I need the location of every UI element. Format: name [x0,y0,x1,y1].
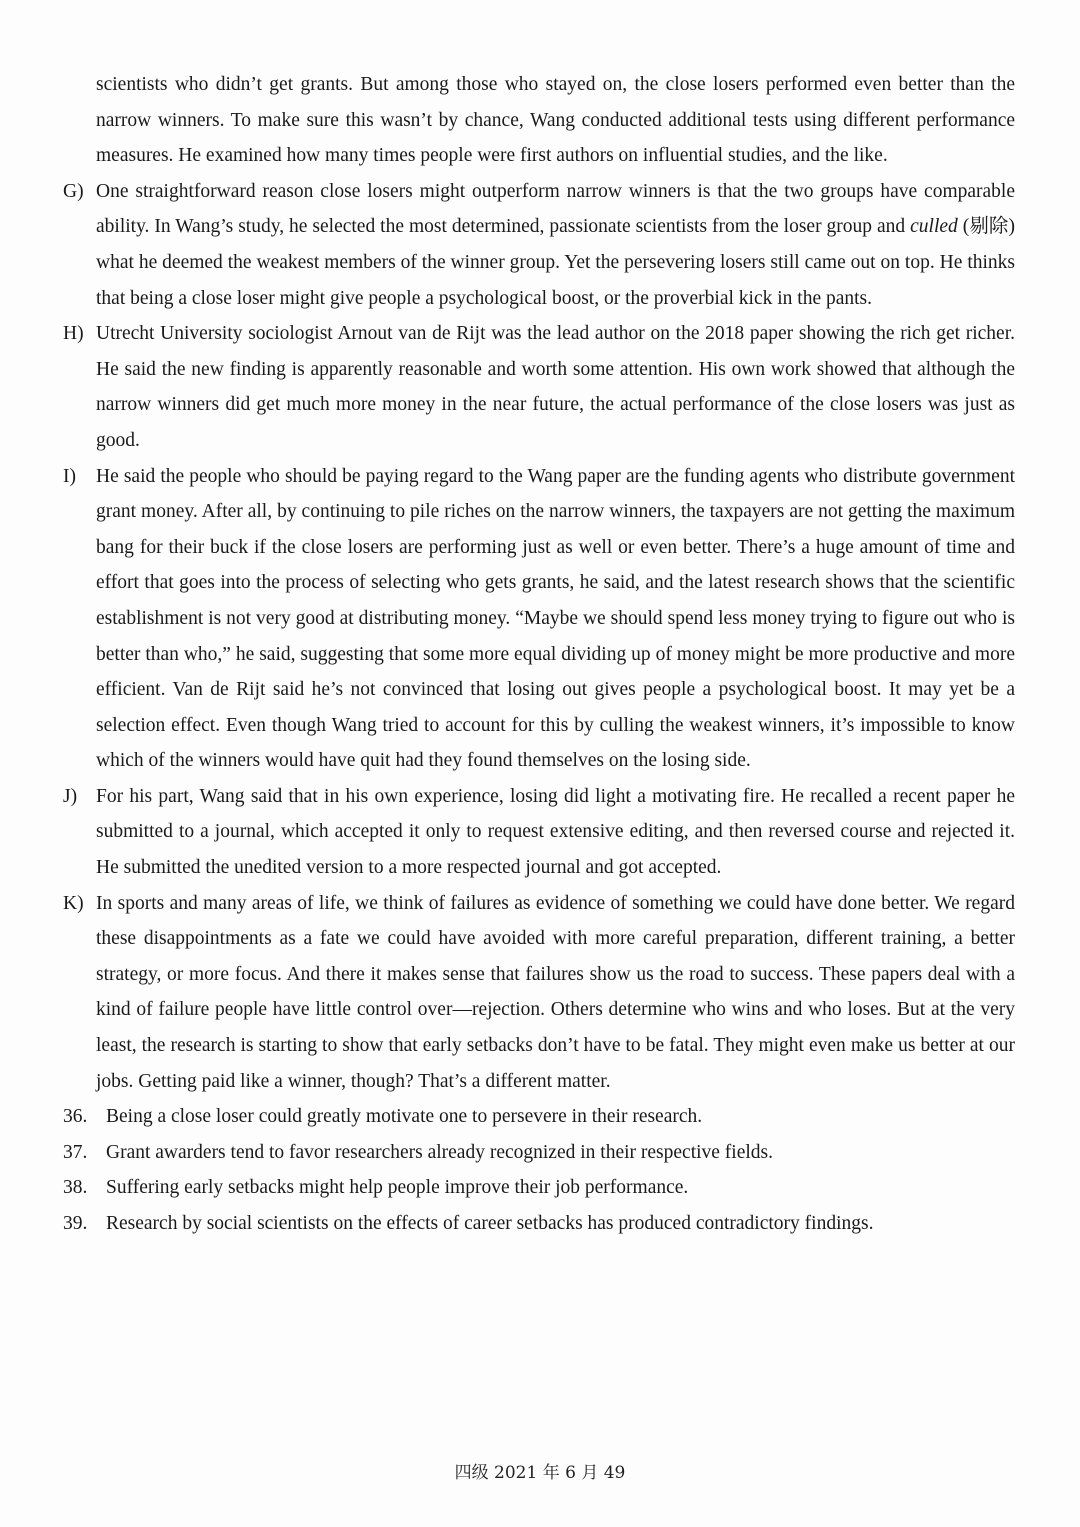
reading-passage [63,67,1015,1242]
paragraph-letter: H) [63,323,84,345]
paragraph-g [63,174,1015,316]
paragraph-i [63,459,1015,779]
question-text: Suffering early setbacks might help people improve their job performance. [106,1177,689,1199]
paragraph-k [63,886,1015,1100]
paragraph-letter: J) [63,785,78,807]
paragraph-letter: I) [63,465,76,487]
paragraph-text: what he deemed the weakest members of the winner group. Yet the persevering losers still came out on top. He thinks that being a close loser might give people a psychological boost, or the proverbial kick in the pants. [96,251,1015,309]
question-item [63,1099,1015,1135]
question-number: 38. [63,1177,88,1199]
paragraph-letter: G) [63,180,84,202]
page-footer: 四级 2021 年 6 月 49 [454,1463,626,1483]
question-text: Being a close loser could greatly motivate one to persevere in their research. [106,1106,703,1128]
paragraph-f-continuation: scientists who didn’t get grants. But among those who stayed on, the close losers performed even better than the narrow winners. To make sure this wasn’t by chance, Wang conducted additional tests using different performance measures. He examined how many times people were first authors on influential studies, and the like. [96,74,1015,167]
paragraph-j [63,779,1015,886]
paragraph-text: For his part, Wang said that in his own experience, losing did light a motivating fire. He recalled a recent paper he submitted to a journal, which accepted it only to request extensive editing, and then reversed course and rejected it. He submitted the unedited version to a more respected journal and got accepted. [96,785,1015,879]
paragraph-text: Utrecht University sociologist Arnout van de Rijt was the lead author on the 2018 paper showing the rich get richer. He said the new finding is apparently reasonable and worth some attention. His own work showed that although the narrow winners did get much more money in the near future, the actual performance of the close losers was just as good. [96,323,1015,451]
paragraph-h [63,316,1015,458]
question-list [63,1099,1015,1241]
chinese-gloss: (剔除) [957,216,1015,238]
paragraph-letter: K) [63,892,84,914]
paragraph-text: In sports and many areas of life, we think of failures as evidence of something we could have done better. We regard these disappointments as a fate we could have avoided with more careful preparation, different training, a better strategy, or more focus. And there it makes sense that failures show us the road to success. These papers deal with a kind of failure people have little control over—rejection. Others determine who wins and who loses. But at the very least, the research is starting to show that early setbacks don’t have to be fatal. They might even make us better at our jobs. Getting paid like a winner, though? That’s a different matter. [96,892,1015,1092]
question-number: 36. [63,1106,88,1128]
question-item [63,1135,1015,1171]
paragraph-text: One straightforward reason close losers might outperform narrow winners is that the two groups have comparable ability. In Wang’s study, he selected the most determined, passionate scientists from the loser group and [96,180,1015,238]
question-text: Research by social scientists on the effects of career setbacks has produced contradictory findings. [106,1213,874,1234]
question-number: 39. [63,1213,88,1234]
question-item [63,1206,1015,1242]
question-text: Grant awarders tend to favor researchers already recognized in their respective fields. [106,1141,774,1163]
paragraph-text: He said the people who should be paying regard to the Wang paper are the funding agents who distribute government grant money. After all, by continuing to pile riches on the narrow winners, the taxpayers are not getting the maximum bang for their buck if the close losers are performing just as well or even better. There’s a huge amount of time and effort that goes into the process of selecting who gets grants, he said, and the latest research shows that the scientific establishment is not very good at distributing money. “Maybe we should spend less money trying to figure out who is better than who,” he said, suggesting that some more equal dividing up of money might be more productive and more efficient. Van de Rijt said he’s not convinced that losing out gives people a psychological boost. It may yet be a selection effect. Even though Wang tried to account for this by culling the weakest winners, it’s impossible to know which of the winners would have quit had they found themselves on the losing side. [96,465,1015,772]
question-item [63,1170,1015,1206]
question-number: 37. [63,1141,88,1163]
italic-term: culled [910,216,958,238]
